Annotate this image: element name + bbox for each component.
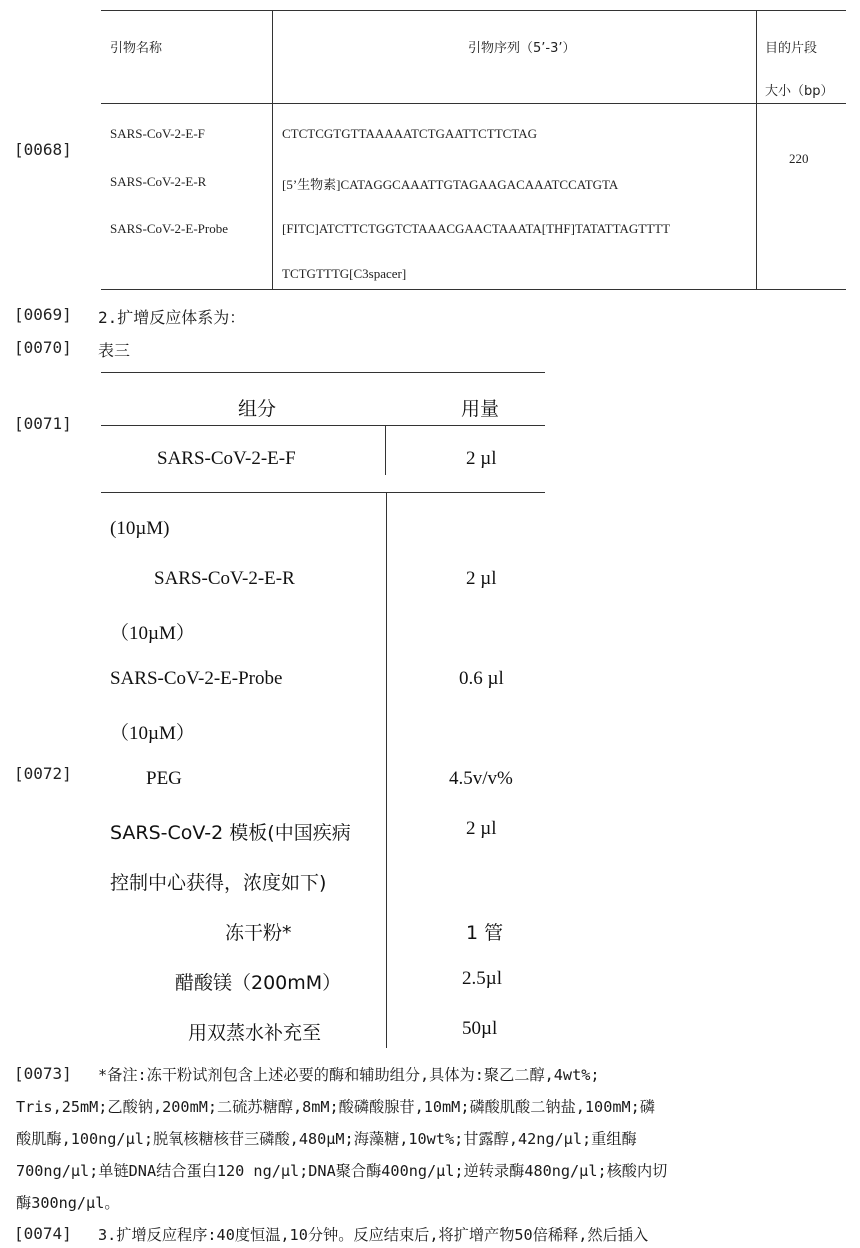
component-row-6: PEG xyxy=(146,768,182,789)
paragraph-number-0070: [0070] xyxy=(14,338,72,357)
paragraph-number-0073: [0073] xyxy=(14,1064,72,1083)
amount-row-10: 2.5µl xyxy=(462,968,502,989)
component-row-3: （10µM） xyxy=(110,623,195,644)
primer-sequence-header: 引物序列（5’-3’） xyxy=(468,41,576,56)
primer-row-1-sequence: CTCTCGTGTTAAAAATCTGAATTCTTCTAG xyxy=(282,126,538,141)
note-line-1: *备注:冻干粉试剂包含上述必要的酶和辅助组分,具体为:聚乙二醇,4wt%; xyxy=(98,1066,600,1084)
paragraph-number-0069: [0069] xyxy=(14,305,72,324)
primer-name-header: 引物名称 xyxy=(110,41,163,56)
primer-row-4-sequence: TCTGTTTG[C3spacer] xyxy=(282,266,407,281)
component-row-4: SARS-CoV-2-E-Probe xyxy=(110,668,283,689)
paragraph-number-0072: [0072] xyxy=(14,764,72,783)
fragment-size-header-line1: 目的片段 xyxy=(765,41,818,56)
primer-table-col-divider-2 xyxy=(756,10,757,290)
note-line-3: 酸肌酶,100ng/µl;脱氧核糖核苷三磷酸,480µM;海藻糖,10wt%;甘露醇,42ng/µl;重组酶 xyxy=(16,1130,637,1148)
first-component: SARS-CoV-2-E-F xyxy=(157,448,296,469)
amount-row-2: 2 µl xyxy=(466,568,497,589)
component-row-7: SARS-CoV-2 模板(中国疾病 xyxy=(110,822,351,844)
amount-row-6: 4.5v/v% xyxy=(449,768,513,789)
section-3-text: 3.扩增反应程序:40度恒温,10分钟。反应结束后,将扩增产物50倍稀释,然后插入 xyxy=(98,1226,649,1244)
reaction-table-top-border xyxy=(101,372,545,373)
reaction-table-col-divider xyxy=(386,492,387,1048)
primer-row-1-name: SARS-CoV-2-E-F xyxy=(110,126,205,141)
component-row-11: 用双蒸水补充至 xyxy=(188,1022,322,1044)
paragraph-number-0074: [0074] xyxy=(14,1224,72,1243)
reaction-table-mid-border xyxy=(101,492,545,493)
first-amount: 2 µl xyxy=(466,448,497,469)
note-line-5: 酶300ng/µl。 xyxy=(16,1194,120,1212)
primer-table-col-divider-1 xyxy=(272,10,273,290)
table-3-caption: 表三 xyxy=(98,341,131,360)
amount-header: 用量 xyxy=(461,398,500,420)
component-row-2: SARS-CoV-2-E-R xyxy=(154,568,295,589)
component-row-1: (10µM) xyxy=(110,518,170,539)
component-row-5: （10µM） xyxy=(110,723,195,744)
note-line-2: Tris,25mM;乙酸钠,200mM;二硫苏糖醇,8mM;酸磷酸腺苷,10mM;磷酸肌酸二钠盐,100mM;磷 xyxy=(16,1098,655,1116)
component-header: 组分 xyxy=(238,398,277,420)
paragraph-number-0068: [0068] xyxy=(14,140,72,159)
primer-table-header-border xyxy=(101,103,846,104)
component-row-9: 冻干粉* xyxy=(225,922,292,944)
amount-row-7: 2 µl xyxy=(466,818,497,839)
component-row-8: 控制中心获得，浓度如下) xyxy=(110,872,327,894)
primer-row-2-name: SARS-CoV-2-E-R xyxy=(110,174,207,189)
primer-row-2-sequence: [5’生物素]CATAGGCAAATTGTAGAAGACAAATCCATGTA xyxy=(282,177,619,192)
amount-row-4: 0.6 µl xyxy=(459,668,504,689)
reaction-table-header-border xyxy=(101,425,545,426)
amount-row-11: 50µl xyxy=(462,1018,498,1039)
fragment-size-value: 220 xyxy=(789,151,809,166)
reaction-table-col-divider-top xyxy=(385,425,386,475)
section-2-title: 2.扩增反应体系为： xyxy=(98,308,246,327)
note-line-4: 700ng/µl;单链DNA结合蛋白120 ng/µl;DNA聚合酶400ng/µl;逆转录酶480ng/µl;核酸内切 xyxy=(16,1162,668,1180)
primer-table-bottom-border xyxy=(101,289,846,290)
fragment-size-header-line2: 大小（bp） xyxy=(765,84,834,99)
amount-row-9: 1 管 xyxy=(466,922,504,944)
component-row-10: 醋酸镁（200mM） xyxy=(175,972,342,994)
primer-row-3-name: SARS-CoV-2-E-Probe xyxy=(110,221,228,236)
primer-table-top-border xyxy=(101,10,846,11)
primer-row-3-sequence: [FITC]ATCTTCTGGTCTAAACGAACTAAATA[THF]TATATTAGTTTT xyxy=(282,221,671,236)
paragraph-number-0071: [0071] xyxy=(14,414,72,433)
